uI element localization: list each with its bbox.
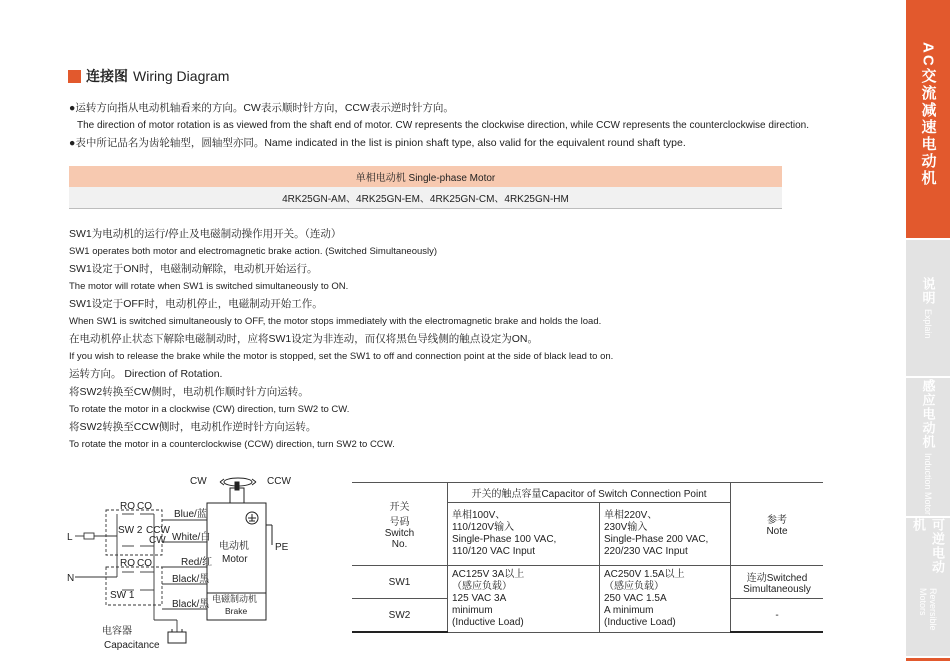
motor-table-header: 单相电动机 Single-phase Motor	[69, 166, 782, 187]
heading-en: Wiring Diagram	[133, 68, 230, 84]
side-tab-explain-label: 说明	[920, 277, 936, 306]
paragraph: SW1为电动机的运行/停止及电磁制动操作用开关。（连动）	[69, 228, 342, 240]
side-tab-induction-label: 感应电动机	[920, 378, 936, 449]
paragraph: If you wish to release the brake while the motor is stopped, set the SW1 to off and connection point at the side of black lead to on.	[69, 351, 614, 362]
note-direction-zh: ●运转方向指从电动机轴看来的方向。CW表示顺时针方向，CCW表示逆时针方向。	[69, 102, 454, 114]
motor-label-en: Motor	[222, 554, 248, 565]
pe-label: PE	[275, 542, 289, 553]
switch-capacity-table	[352, 482, 823, 633]
paragraph: The motor will rotate when SW1 is switched simultaneously to ON.	[69, 281, 349, 292]
sw1-ro: RO	[120, 558, 135, 569]
side-tab-reversible[interactable]	[906, 518, 950, 656]
line-l-label: L	[67, 532, 73, 543]
ccw-label: CCW	[267, 476, 291, 487]
row-sw2-note: -	[731, 599, 824, 633]
side-navigation	[906, 0, 950, 661]
lead-blue: Blue/蓝	[174, 509, 207, 520]
paragraph: SW1设定于OFF时，电动机停止，电磁制动开始工作。	[69, 298, 323, 310]
brake-label-en: Brake	[225, 606, 248, 616]
brake-label-zh: 电磁制动机	[212, 594, 258, 604]
row-sw1-label: SW1	[352, 566, 448, 599]
lead-white: White/白	[172, 532, 211, 543]
sw2-ccw: CCW	[146, 525, 170, 536]
wiring-diagram	[62, 470, 352, 661]
side-tab-explain[interactable]	[906, 240, 950, 376]
col-200v-header: 单相220V、 230V输入 Single-Phase 200 VAC, 220/230 VAC Input	[600, 503, 731, 566]
note-direction-en: The direction of motor rotation is as viewed from the shaft end of motor. CW represents the clockwise direction, while CCW represents the counterclockwise direction.	[77, 120, 809, 131]
sw1-label: SW 1	[110, 590, 135, 601]
sw2-ro: RO	[120, 501, 135, 512]
cap-200v-value: AC250V 1.5A以上 （感应负载） 250 VAC 1.5A A minimum (Inductive Load)	[600, 566, 731, 633]
paragraph: To rotate the motor in a counterclockwise (CCW) direction, turn SW2 to CCW.	[69, 439, 395, 450]
col-100v-header: 单相100V、 110/120V输入 Single-Phase 100 VAC, 110/120 VAC Input	[448, 503, 600, 566]
side-tab-reversible-en: Reversible Motors	[918, 587, 938, 631]
lead-black-1: Black/黑	[172, 574, 210, 585]
sw1-co: CO	[137, 558, 152, 569]
cw-label: CW	[190, 476, 207, 487]
lead-black-2: Black/黑	[172, 599, 210, 610]
heading-square-icon	[68, 70, 81, 83]
motor-label-zh: 电动机	[219, 541, 249, 552]
side-tab-ac-motor[interactable]	[906, 0, 950, 238]
capacitor-label-zh: 电容器	[102, 626, 132, 637]
capacitor-label-en: Capacitance	[104, 640, 160, 651]
paragraph: To rotate the motor in a clockwise (CW) direction, turn SW2 to CW.	[69, 404, 350, 415]
side-tab-explain-en: Explain	[923, 309, 933, 339]
cap-100v-value: AC125V 3A以上 （感应负载） 125 VAC 3A minimum (Inductive Load)	[448, 566, 600, 633]
lead-red: Red/红	[181, 557, 213, 568]
paragraph: SW1 operates both motor and electromagnetic brake action. (Switched Simultaneously)	[69, 246, 438, 257]
paragraph: 将SW2转换至CW侧时，电动机作顺时针方向运转。	[69, 386, 309, 398]
switch-header: 开关 号码 Switch No.	[352, 483, 448, 566]
sw2-co: CO	[137, 501, 152, 512]
side-tab-induction-en: Induction Motor	[923, 452, 933, 516]
sw2-label: SW 2	[118, 525, 143, 536]
note-shaft: ●表中所记品名为齿轮轴型，圆轴型亦同。Name indicated in the list is pinion shaft type, also valid for the equivalent round shaft type.	[69, 137, 686, 149]
description-block	[69, 225, 613, 453]
paragraph: 运转方向。 Direction of Rotation.	[69, 368, 223, 380]
section-heading	[68, 66, 229, 86]
heading-zh: 连接图	[86, 68, 128, 84]
line-n-label: N	[67, 573, 75, 584]
row-sw2-label: SW2	[352, 599, 448, 633]
side-tab-induction[interactable]	[906, 378, 950, 516]
side-tab-ac-label: AC交流减速电动机	[919, 42, 937, 187]
paragraph: 将SW2转换至CCW侧时，电动机作逆时针方向运转。	[69, 421, 317, 433]
paragraph: 在电动机停止状态下解除电磁制动时，应将SW1设定为非连动，而仅将黑色导线侧的触点设定为ON。	[69, 333, 539, 345]
row-sw1-note: 连动Switched Simultaneously	[731, 566, 824, 599]
paragraph: When SW1 is switched simultaneously to OFF, the motor stops immediately with the electromagnetic brake and holds the load.	[69, 316, 602, 327]
sw2-cw: CW	[149, 535, 166, 546]
capacity-group-header: 开关的触点容量Capacitor of Switch Connection Point	[448, 483, 731, 503]
motor-table	[69, 166, 782, 209]
motor-table-models: 4RK25GN-AM、4RK25GN-EM、4RK25GN-CM、4RK25GN-HM	[69, 187, 782, 209]
side-tab-reversible-label: 可逆电动机	[911, 518, 945, 574]
note-header: 参考 Note	[731, 483, 824, 566]
paragraph: SW1设定于ON时，电磁制动解除，电动机开始运行。	[69, 263, 318, 275]
